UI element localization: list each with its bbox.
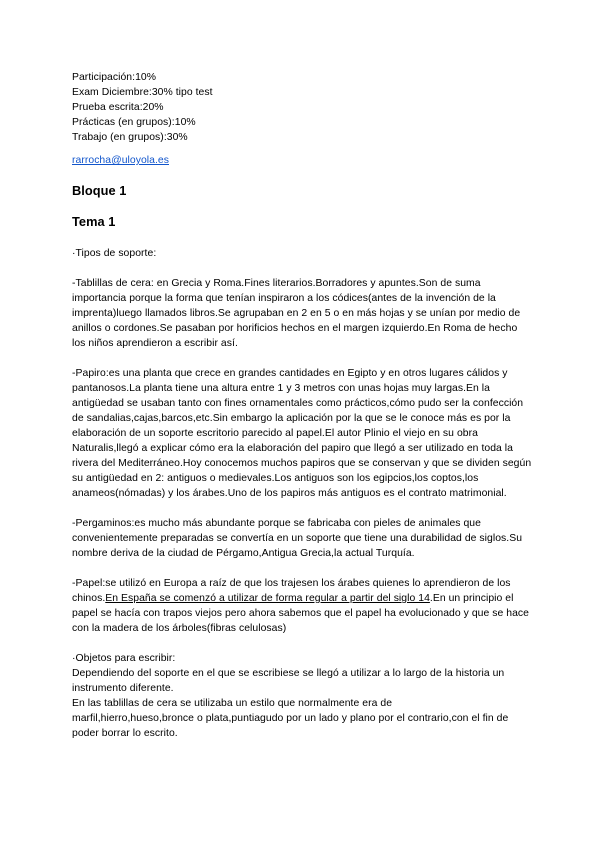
grading-practicals: Prácticas (en grupos):10% xyxy=(72,117,196,128)
grading-december-exam: Exam Diciembre:30% tipo test xyxy=(72,87,213,98)
tema-heading: Tema 1 xyxy=(72,214,116,229)
papel-text-after: .En un principio el papel se hacía con trapos viejos pero ahora sabemos que el papel ha evolucionado y que se hace con la madera de los árboles(fibras celulosas) xyxy=(72,593,530,634)
bloque-heading: Bloque 1 xyxy=(72,183,127,198)
grading-group-work: Trabajo (en grupos):30% xyxy=(72,132,188,143)
papiro-paragraph: -Papiro:es una planta que crece en grandes cantidades en Egipto y en otros lugares cálidos y pantanosos.La planta tiene una altura entre 1 y 3 metros con unas hojas muy largas.En la antigüedad se usaban tanto con fines ornamentales como prácticos,cómo pudo ser la confección de sandalias,cajas,barcos,etc.Sin embargo la aplicación por la que se le conoce más es por la elaboración de un soporte escritorio parecido al papel.El autor Plinio el viejo en su obra Naturalis,llegó a explicar cómo era la elaboración del papiro que llegó a ser utilizado en toda la rivera del Mediterráneo.Hoy conocemos muchos papiros que se conservan y que se dividen según su antigüedad en 2: antiguos o medievales.Los antiguos son los egipcios,los coptos,los anameos(nómadas) y los árabes.Uno de los papiros más antiguos es el contrato matrimonial. xyxy=(72,368,532,499)
grading-written-test: Prueba escrita:20% xyxy=(72,102,164,113)
papel-underlined-text: En España se comenzó a utilizar de forma regular a partir del siglo 14 xyxy=(105,593,430,604)
email-link[interactable]: rarrocha@uloyola.es xyxy=(72,155,169,166)
pergaminos-paragraph: -Pergaminos:es mucho más abundante porque se fabricaba con pieles de animales que convenientemente preparadas se convertía en un soporte que tiene una durabilidad de siglos.Su nombre deriva de la ciudad de Pérgamo,Antigua Grecia,la actual Turquía. xyxy=(72,518,523,559)
objetos-section xyxy=(72,651,532,741)
objetos-label: ·Objetos para escribir: xyxy=(72,653,176,664)
papel-text-before: -Papel:se utilizó en Europa a raíz de que los trajesen los árabes quienes lo aprendieron de los chinos. xyxy=(72,578,511,604)
objetos-tablillas-line: En las tablillas de cera se utilizaba un estilo que normalmente era de xyxy=(72,698,393,709)
grading-participation: Participación:10% xyxy=(72,72,157,83)
grading-list xyxy=(72,70,532,145)
objetos-materials-line: marfil,hierro,hueso,bronce o plata,puntiagudo por un lado y plano por el contrario,con el fin de poder borrar lo escrito. xyxy=(72,713,509,739)
objetos-intro: Dependiendo del soporte en el que se escribiese se llegó a utilizar a lo largo de la historia un instrumento diferente. xyxy=(72,668,505,694)
tipos-soporte-label: ·Tipos de soporte: xyxy=(72,248,157,259)
document-page xyxy=(72,70,532,741)
papel-paragraph xyxy=(72,576,532,636)
tablillas-paragraph: -Tablillas de cera: en Grecia y Roma.Fines literarios.Borradores y apuntes.Son de suma importancia porque la forma que tenían inspiraron a los códices(antes de la invención de la imprenta)luego llamados libros.Se agrupaban en 2 en 5 o en más hojas y se unían por medio de anillos o cordones.Se pasaban por horificios hechos en el margen izquierdo.En Roma de hecho los niños aprendieron a escribir así. xyxy=(72,278,521,349)
